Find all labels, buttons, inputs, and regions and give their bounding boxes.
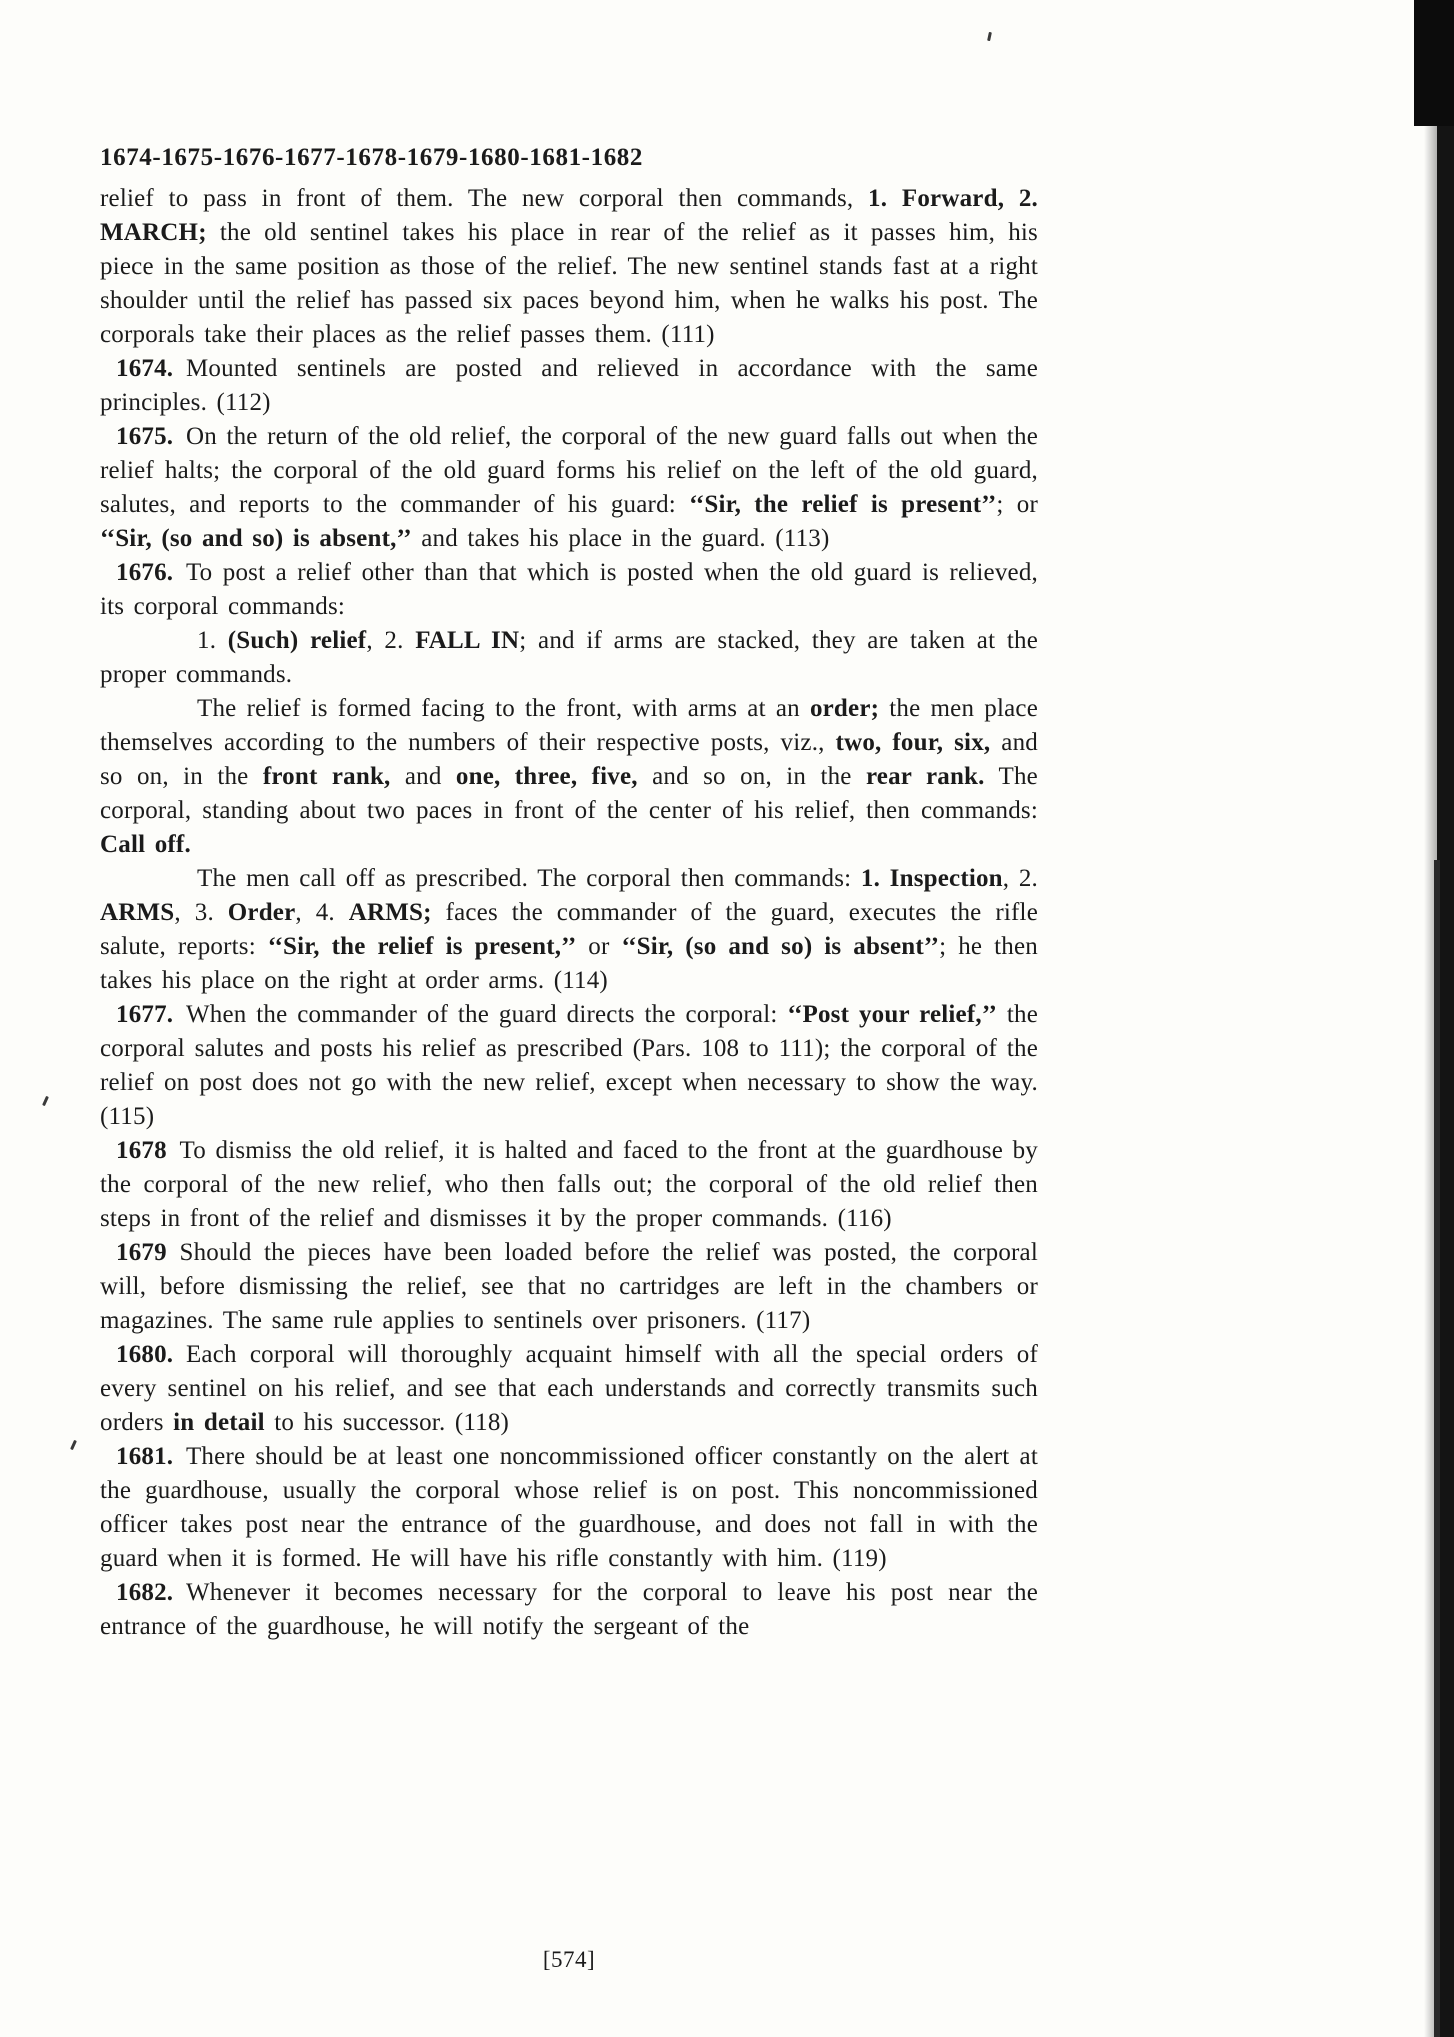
bold-text-run: rear rank. [865, 763, 985, 790]
bold-text-run: 1680. [116, 1341, 186, 1368]
text-run: the old sentinel takes his place in rear of the relief as it passes him, his piece in the same position as those of the relief. The new sentinel stands fast at a right shoulder until the relief has passed six paces beyond him, when he walks his post. The corporals take their places as the relief passes them. (111) [100, 219, 1038, 348]
paragraph [100, 1134, 1038, 1236]
bold-text-run: ‘‘Sir, the relief is present’’ [689, 491, 997, 518]
text-run: ; and if arms are stacked, they are taken at the proper commands. [100, 627, 1039, 688]
paragraph [100, 1236, 1038, 1338]
paragraph [100, 420, 1038, 556]
text-run: , 2. [1002, 865, 1038, 892]
bold-text-run: ‘‘Sir, (so and so) is absent,’’ [100, 525, 412, 552]
text-column [100, 141, 1038, 1644]
bold-text-run: FALL IN [415, 627, 520, 654]
paragraph [100, 182, 1038, 352]
bold-text-run: 1676. [116, 559, 186, 586]
text-run: the men place themselves according to the numbers of their respective posts, viz., [100, 695, 1038, 756]
scan-edge-bar-lower [1434, 860, 1440, 2037]
bold-text-run: ARMS; [348, 899, 432, 926]
paragraph [100, 556, 1038, 624]
scan-edge-bar-top-blotch [1414, 0, 1454, 126]
text-run: To dismiss the old relief, it is halted and faced to the front at the guardhouse by the corporal of the new relief, who then falls out; the corporal of the old relief then steps in front of the relief and dismisses it by the proper commands. (116) [100, 1137, 1038, 1232]
bold-text-run: ‘‘Sir, the relief is present,’’ [267, 933, 577, 960]
text-run: On the return of the old relief, the corporal of the new guard falls out when the relief halts; the corporal of the old guard forms his relief on the left of the old guard, salutes, and reports to the commander of his guard: [100, 423, 1038, 518]
text-run: or [576, 933, 622, 960]
paragraph [100, 352, 1038, 420]
bold-text-run: Order [227, 899, 296, 926]
bold-text-run: ARMS [100, 899, 175, 926]
bold-text-run: 1. Forward, 2. MARCH; [100, 185, 1038, 246]
bold-text-run: in detail [173, 1409, 265, 1436]
bold-text-run: 1679 [116, 1239, 180, 1266]
text-run: To post a relief other than that which is posted when the old guard is relieved, its corporal commands: [100, 559, 1038, 620]
text-run: Whenever it becomes necessary for the corporal to leave his post near the entrance of the guardhouse, he will notify the sergeant of the [100, 1579, 1038, 1640]
bold-text-run: ‘‘Post your relief,’’ [787, 1001, 998, 1028]
body-text [100, 182, 1038, 1644]
paragraph [100, 1440, 1038, 1576]
text-run: The corporal, standing about two paces in front of the center of his relief, then commands: [100, 763, 1038, 824]
page-number: [574] [542, 1947, 596, 1972]
text-run: , 3. [174, 899, 228, 926]
paragraph [100, 1338, 1038, 1440]
text-run: ; or [996, 491, 1038, 518]
bold-text-run: 1675. [116, 423, 186, 450]
text-run: and so on, in the [100, 729, 1038, 790]
bold-text-run: 1. Inspection [860, 865, 1003, 892]
paragraph [100, 998, 1038, 1134]
paragraph [100, 624, 1038, 692]
text-run: The relief is formed facing to the front, with arms at an [197, 695, 810, 722]
text-run: Should the pieces have been loaded before the relief was posted, the corporal will, before dismissing the relief, see that no cartridges are left in the chambers or magazines. The same rule applies to sentinels over prisoners. (117) [100, 1239, 1038, 1334]
bold-text-run: one, three, five, [455, 763, 638, 790]
bold-text-run: order; [809, 695, 880, 722]
paragraph [100, 1576, 1038, 1644]
paragraph [100, 862, 1038, 998]
bold-text-run: 1678 [116, 1137, 180, 1164]
text-run: ; he then takes his place on the right at order arms. (114) [100, 933, 1038, 994]
bold-text-run: 1682. [116, 1579, 186, 1606]
bold-text-run: front rank, [262, 763, 391, 790]
bold-text-run: (Such) relief [227, 627, 367, 654]
text-run: to his successor. (118) [264, 1409, 510, 1436]
text-run: , 4. [295, 899, 349, 926]
bold-text-run: 1681. [116, 1443, 186, 1470]
text-run: The men call off as prescribed. The corporal then commands: [197, 865, 861, 892]
bold-text-run: two, four, six, [835, 729, 991, 756]
text-run: and [390, 763, 456, 790]
text-run: relief to pass in front of them. The new corporal then commands, [100, 185, 869, 212]
page-header-paragraph-range: 1674-1675-1676-1677-1678-1679-1680-1681-1682 [100, 144, 644, 171]
text-run: When the commander of the guard directs the corporal: [185, 1001, 788, 1028]
text-run: 1. [197, 627, 228, 654]
text-run: Mounted sentinels are posted and relieved in accordance with the same principles. (112) [100, 355, 1038, 416]
text-run: There should be at least one noncommissioned officer constantly on the alert at the guardhouse, usually the corporal whose relief is on post. This noncommissioned officer takes post near the entrance of the guardhouse, and does not fall in with the guard when it is formed. He will have his rifle constantly with him. (119) [100, 1443, 1038, 1572]
paragraph [100, 692, 1038, 862]
scan-speck [70, 1440, 77, 1450]
text-run: and takes his place in the guard. (113) [411, 525, 830, 552]
text-run: the corporal salutes and posts his relief as prescribed (Pars. 108 to 111); the corporal of the relief on post does not go with the new relief, except when necessary to show the way. (115) [100, 1001, 1038, 1130]
bold-text-run: Call off. [100, 831, 191, 858]
bold-text-run: 1674. [116, 355, 186, 382]
bold-text-run: ‘‘Sir, (so and so) is absent’’ [621, 933, 940, 960]
bold-text-run: 1677. [116, 1001, 186, 1028]
text-run: and so on, in the [637, 763, 866, 790]
text-run: faces the commander of the guard, executes the rifle salute, reports: [100, 899, 1038, 960]
text-run: , 2. [366, 627, 416, 654]
scan-speck [987, 32, 992, 41]
text-run: Each corporal will thoroughly acquaint himself with all the special orders of every sentinel on his relief, and see that each understands and correctly transmits such orders [100, 1341, 1038, 1436]
scan-speck [42, 1096, 49, 1106]
